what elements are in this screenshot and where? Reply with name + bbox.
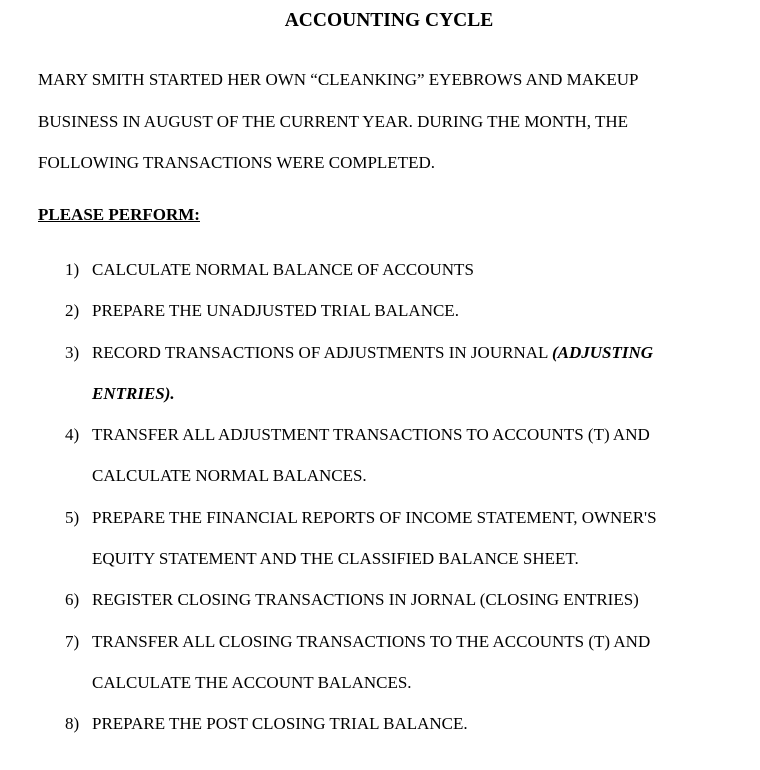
step-item [0,621,760,704]
document-title: ACCOUNTING CYCLE [284,10,494,31]
step-emphasis: ENTRIES). [92,383,175,403]
intro-line: FOLLOWING TRANSACTIONS WERE COMPLETED. [38,153,435,172]
intro-line: MARY SMITH STARTED HER OWN “CLEANKING” EYEBROWS AND MAKEUP [38,70,639,89]
step-text: CALCULATE NORMAL BALANCE OF ACCOUNTS [92,260,474,279]
step-line [92,332,760,373]
intro-line: BUSINESS IN AUGUST OF THE CURRENT YEAR. DURING THE MONTH, THE [38,111,629,131]
step-number: 8) [65,714,80,734]
step-number: 6) [65,590,80,610]
step-item [0,497,760,580]
step-text: TRANSFER ALL CLOSING TRANSACTIONS TO THE ACCOUNTS (T) AND [92,631,651,651]
step-text: CALCULATE THE ACCOUNT BALANCES. [92,672,412,692]
step-text: PREPARE THE UNADJUSTED TRIAL BALANCE. [92,301,459,321]
step-number: 7) [65,631,80,651]
perform-heading: PLEASE PERFORM: [38,205,200,224]
step-text: EQUITY STATEMENT AND THE CLASSIFIED BALANCE SHEET. [92,549,579,569]
step-number: 3) [65,342,80,362]
step-text: CALCULATE NORMAL BALANCES. [92,466,367,486]
steps-list [0,249,760,745]
step-text: TRANSFER ALL ADJUSTMENT TRANSACTIONS TO ACCOUNTS (T) AND [92,425,650,445]
step-text: RECORD TRANSACTIONS OF ADJUSTMENTS IN JOURNAL [92,342,552,362]
step-text: PREPARE THE FINANCIAL REPORTS OF INCOME STATEMENT, OWNER'S [92,507,657,527]
step-text: PREPARE THE POST CLOSING TRIAL BALANCE. [92,714,468,734]
step-number: 5) [65,507,80,527]
step-number: 2) [65,301,80,321]
intro-paragraph [38,59,738,184]
step-item [0,332,760,415]
step-emphasis: (ADJUSTING [552,342,654,362]
step-number: 1) [65,260,80,279]
step-text: REGISTER CLOSING TRANSACTIONS IN JORNAL (CLOSING ENTRIES) [92,590,639,610]
step-item [0,414,760,497]
step-item [0,249,760,290]
step-item [0,579,760,620]
step-item [0,290,760,331]
step-number: 4) [65,425,80,445]
step-item [0,703,760,744]
